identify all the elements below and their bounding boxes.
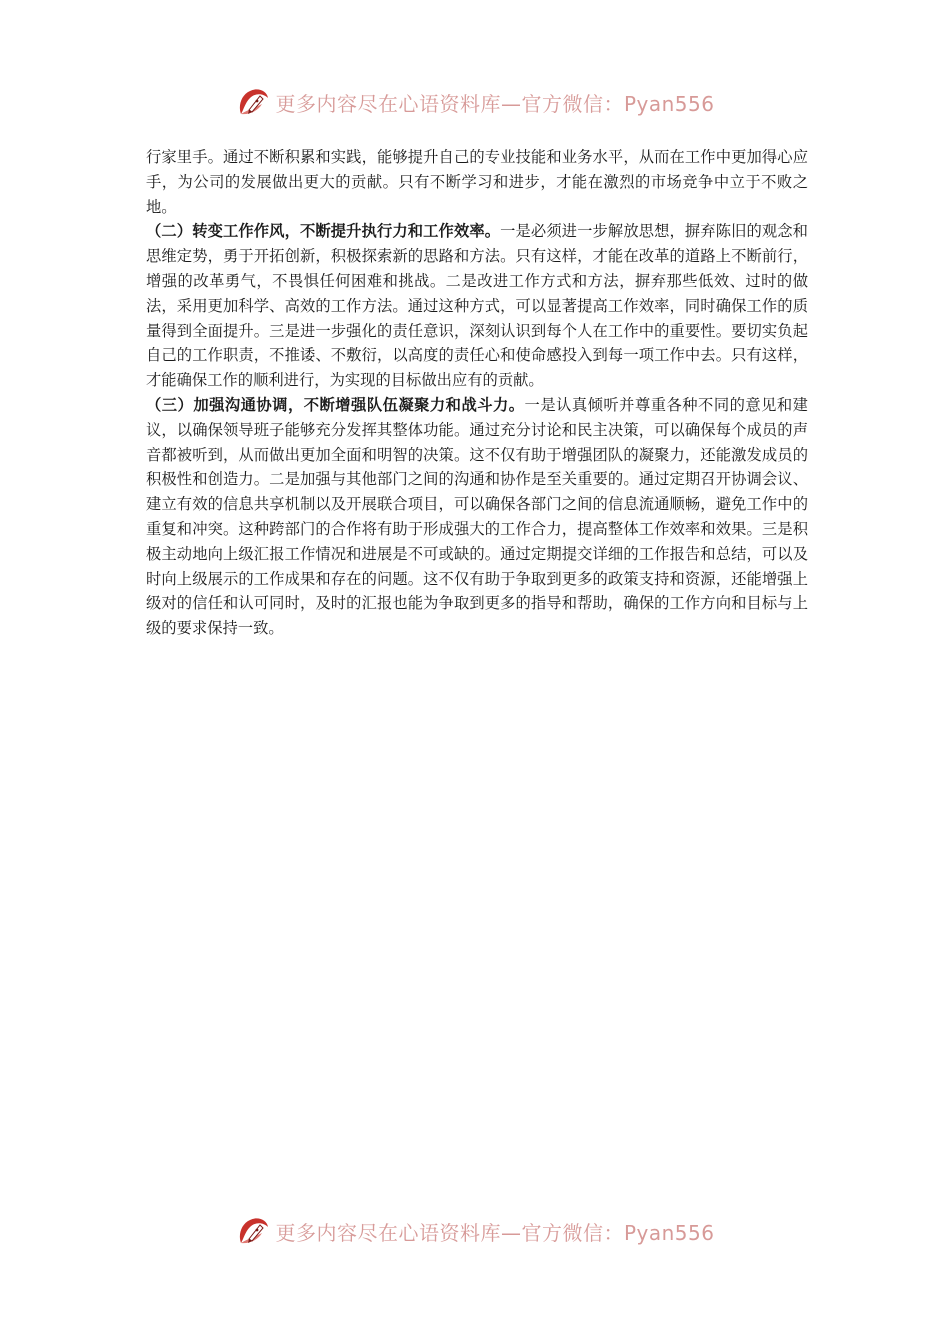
document-body (146, 145, 808, 641)
pen-nib-logo-icon (235, 84, 271, 120)
section-three-text: 一是认真倾听并尊重各种不同的意见和建议，以确保领导班子能够充分发挥其整体功能。通过充分讨论和民主决策，可以确保每个成员的声音都被听到，从而做出更加全面和明智的决策。这不仅有助于增强团队的凝聚力，还能激发成员的积极性和创造力。二是加强与其他部门之间的沟通和协作是至关重要的。通过定期召开协调会议、建立有效的信息共享机制以及开展联合项目，可以确保各部门之间的信息流通顺畅，避免工作中的重复和冲突。这种跨部门的合作将有助于形成强大的工作合力，提高整体工作效率和效果。三是积极主动地向上级汇报工作情况和进展是不可或缺的。通过定期提交详细的工作报告和总结，可以及时向上级展示的工作成果和存在的问题。这不仅有助于争取到更多的政策支持和资源，还能增强上级对的信任和认可同时，及时的汇报也能为争取到更多的指导和帮助，确保的工作方向和目标与上级的要求保持一致。 (146, 395, 808, 638)
section-two-paragraph (146, 219, 808, 393)
header-banner (0, 82, 950, 122)
footer-banner-text: 更多内容尽在心语资料库—官方微信：Pyan556 (275, 1220, 715, 1245)
footer-banner (0, 1211, 950, 1251)
section-three-paragraph (146, 393, 808, 641)
section-two-text: 一是必须进一步解放思想，摒弃陈旧的观念和思维定势，勇于开拓创新，积极探索新的思路和方法。只有这样，才能在改革的道路上不断前行，增强的改革勇气，不畏惧任何困难和挑战。二是改进工作方式和方法，摒弃那些低效、过时的做法，采用更加科学、高效的工作方法。通过这种方式，可以显著提高工作效率，同时确保工作的质量得到全面提升。三是进一步强化的责任意识，深刻认识到每个人在工作中的重要性。要切实负起自己的工作职责，不推诿、不敷衍，以高度的责任心和使命感投入到每一项工作中去。只有这样，才能确保工作的顺利进行，为实现的目标做出应有的贡献。 (146, 222, 808, 390)
header-banner-text: 更多内容尽在心语资料库—官方微信：Pyan556 (275, 91, 715, 116)
section-two-heading: （二）转变工作作风，不断提升执行力和工作效率。 (146, 222, 501, 241)
pen-nib-logo-icon (235, 1213, 271, 1249)
paragraph-continuation: 行家里手。通过不断积累和实践，能够提升自己的专业技能和业务水平，从而在工作中更加得心应手，为公司的发展做出更大的贡献。只有不断学习和进步，才能在激烈的市场竞争中立于不败之地。 (146, 148, 808, 216)
section-three-heading: （三）加强沟通协调，不断增强队伍凝聚力和战斗力。 (146, 395, 525, 414)
